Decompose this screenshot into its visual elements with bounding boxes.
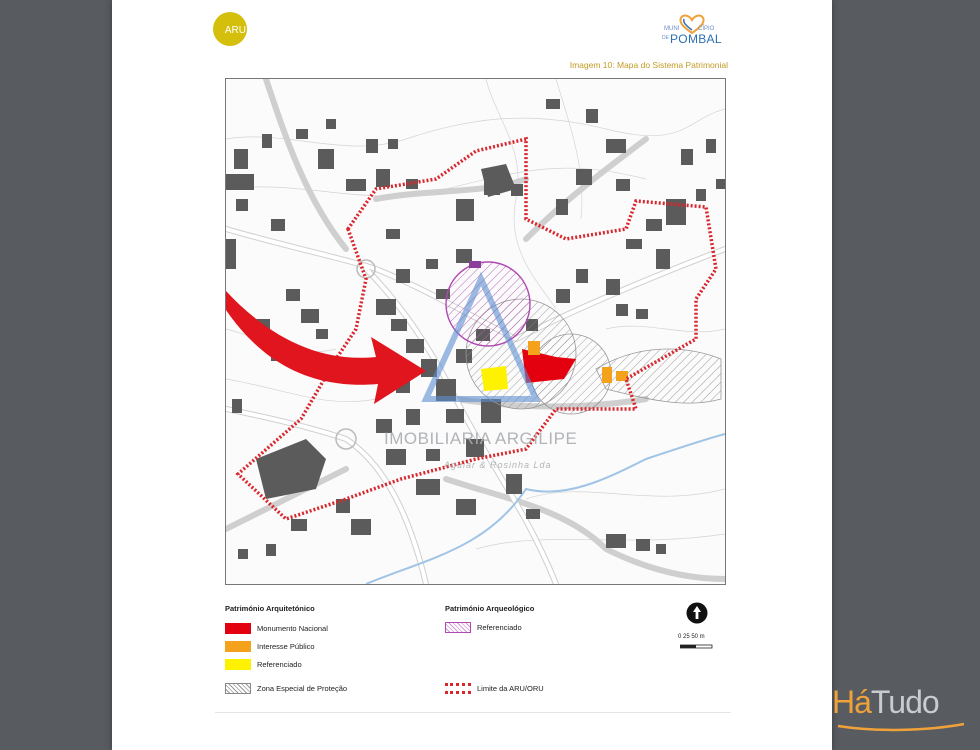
legend-swatch-yellow bbox=[225, 659, 251, 670]
legend-label: Zona Especial de Proteção bbox=[257, 684, 348, 693]
legend-swatch-boundary bbox=[445, 683, 471, 694]
legend-swatch-purple bbox=[445, 622, 471, 633]
watermark-text: IMOBILIARIA ARGILIPE bbox=[384, 429, 578, 448]
aru-badge-label: ARU bbox=[224, 25, 246, 36]
map-canvas bbox=[226, 79, 725, 584]
legend-swatch-orange bbox=[225, 641, 251, 652]
legend-archaeo-heading: Património Arqueológico bbox=[445, 604, 535, 613]
figure-caption: Imagem 10: Mapa do Sistema Patrimonial bbox=[569, 60, 728, 70]
brand-part-1: Há bbox=[832, 684, 871, 720]
legend-label: Referenciado bbox=[257, 660, 302, 669]
logo-text-pombal: POMBAL bbox=[670, 32, 722, 46]
logo-text-muni: MUNI bbox=[664, 26, 680, 32]
document-page bbox=[112, 0, 832, 750]
footer-divider bbox=[215, 712, 731, 713]
north-arrow-icon bbox=[686, 602, 708, 624]
scale-bar bbox=[678, 634, 718, 654]
logo-text-cipio: CÍPIO bbox=[698, 26, 715, 32]
scale-bar-graphic bbox=[680, 643, 720, 653]
legend-label: Referenciado bbox=[477, 623, 522, 632]
brand-part-2: Tudo bbox=[870, 684, 939, 720]
legend-label: Monumento Nacional bbox=[257, 624, 328, 633]
watermark-subtext: Aguiar & Rosinha Lda bbox=[444, 460, 552, 470]
brand-swoosh-icon bbox=[836, 722, 966, 732]
legend-arch-heading: Património Arquitetónico bbox=[225, 604, 315, 613]
legend-label: Interesse Público bbox=[257, 642, 315, 651]
municipio-pombal-logo bbox=[658, 12, 728, 48]
aru-badge bbox=[213, 12, 247, 46]
legend-label: Limite da ARU/ORU bbox=[477, 684, 544, 693]
logo-text-de: DE bbox=[662, 35, 669, 41]
legend-swatch-red bbox=[225, 623, 251, 634]
hatudo-brand-logo bbox=[832, 684, 939, 721]
legend-swatch-hatched bbox=[225, 683, 251, 694]
scale-bar-ticks: 0 25 50 m bbox=[678, 634, 705, 640]
heritage-map bbox=[225, 78, 726, 585]
